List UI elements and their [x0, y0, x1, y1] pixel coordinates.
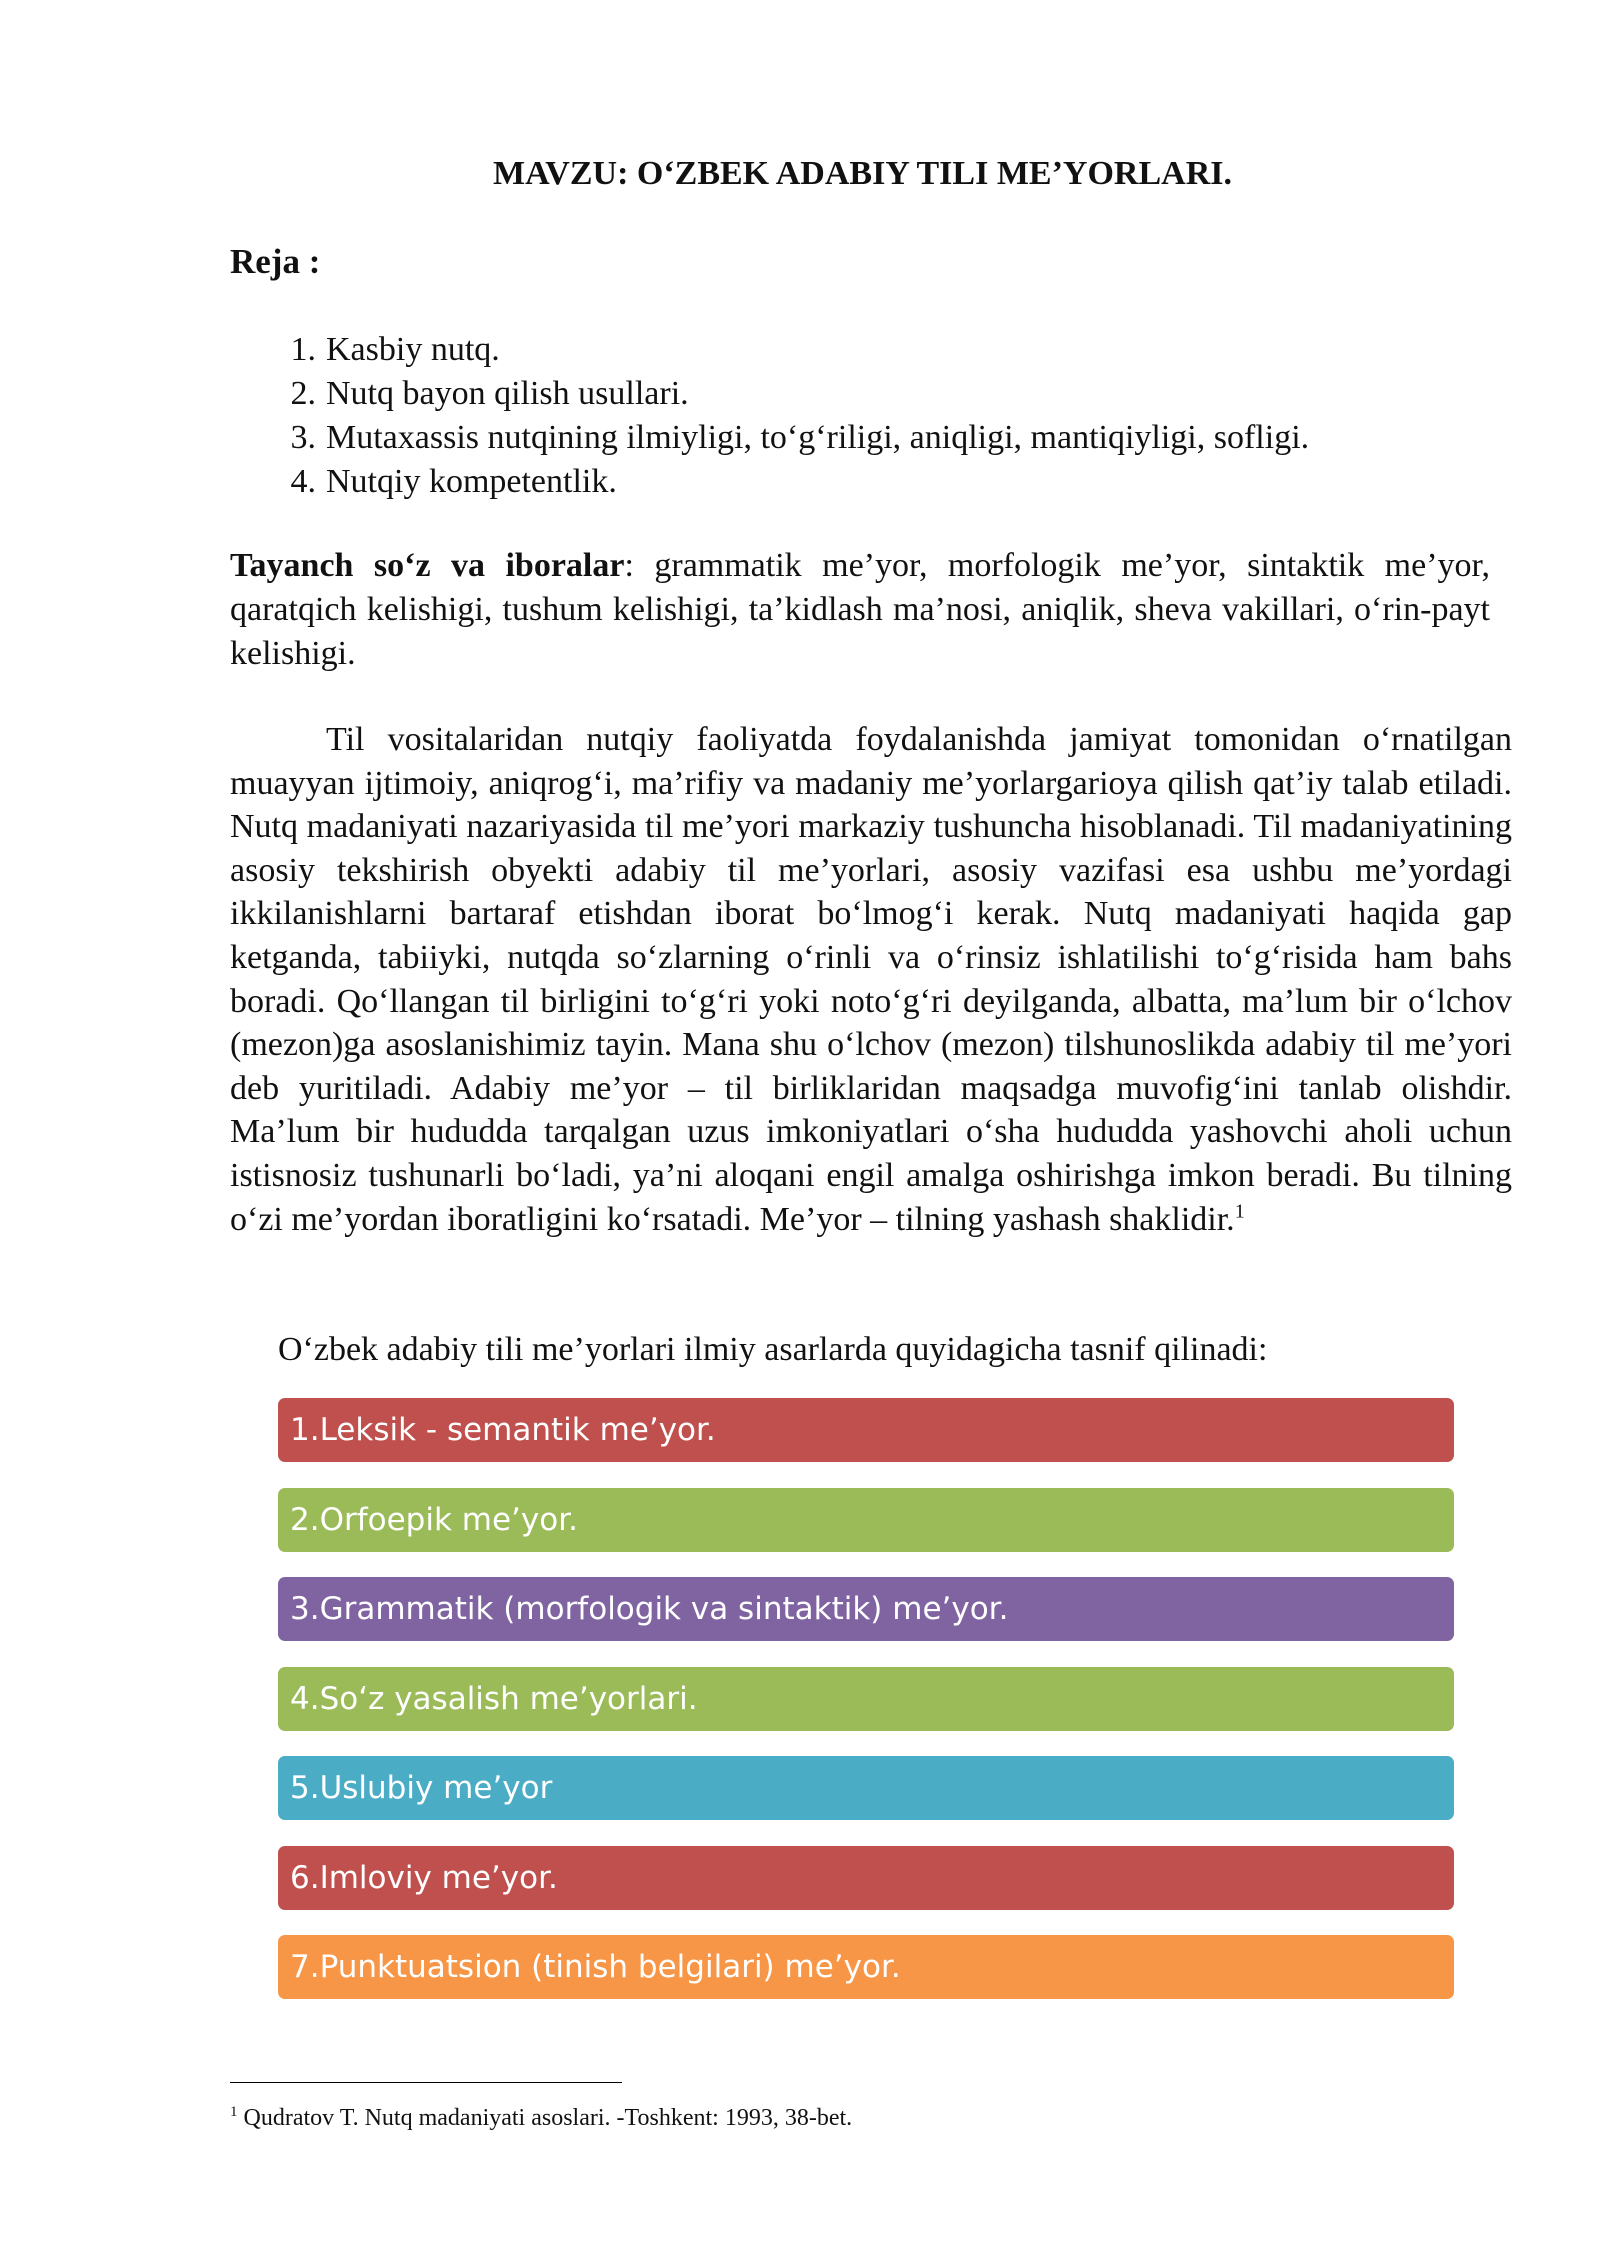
keywords-label: Tayanch so‘z va iboralar	[230, 547, 625, 584]
keywords-paragraph	[230, 544, 1490, 676]
plan-item	[230, 460, 1309, 504]
plan-list	[230, 328, 1309, 504]
norm-bar: 6.Imloviy me’yor.	[278, 1846, 1454, 1910]
body-text: Til vositalaridan nutqiy faoliyatda foydalanishda jamiyat tomonidan o‘rnatilgan muayyan ijtimoiy, aniqrog‘i, ma’rifiy va madaniy me’yorlargarioya qilish qat’iy talab etiladi. Nutq madaniyati nazariyasida til me’yori markaziy tushuncha hisoblanadi. Til madaniyatining asosiy tekshirish obyekti adabiy til me’yorlari, asosiy vazifasi esa ushbu me’yordagi ikkilanishlarni bartaraf etishdan iborat bo‘lmog‘i kerak. Nutq madaniyati haqida gap ketganda, tabiiyki, nutqda so‘zlarning o‘rinli va o‘rinsiz ishlatilishi to‘g‘risida ham bahs boradi. Qo‘llangan til birligini to‘g‘ri yoki noto‘g‘ri deyilganda, albatta, ma’lum bir o‘lchov (mezon)ga asoslanishimiz tayin. Mana shu o‘lchov (mezon) tilshunoslikda adabiy til me’yori deb yuritiladi. Adabiy me’yor – til birliklaridan maqsadga muvofig‘ini tanlab olishdir. Ma’lum bir hududda tarqalgan uzus imkoniyatlari o‘sha hududda yashovchi aholi uchun istisnosiz tushunarli bo‘ladi, ya’ni aloqani engil amalga oshirishga imkon beradi. Bu tilning o‘zi me’yordan iboratligini ko‘rsatadi. Me’yor – tilning yashash shaklidir.	[230, 721, 1512, 1238]
keywords-text: : grammatik me’yor, morfologik me’yor, sintaktik me’yor, qaratqich kelishigi, tushum kelishigi, ta’kidlash ma’nosi, aniqlik, sheva vakillari, o‘rin-payt kelishigi.	[230, 547, 1490, 672]
plan-item	[230, 372, 1309, 416]
norm-bar: 2.Orfoepik me’yor.	[278, 1488, 1454, 1552]
norm-bar: 4.So‘z yasalish me’yorlari.	[278, 1667, 1454, 1731]
classification-intro: O‘zbek adabiy tili me’yorlari ilmiy asarlarda quyidagicha tasnif qilinadi:	[278, 1331, 1268, 1368]
page-title: MAVZU: O‘ZBEK ADABIY TILI ME’YORLARI.	[493, 155, 1232, 192]
body-paragraph	[230, 718, 1512, 1241]
norm-bar: 7.Punktuatsion (tinish belgilari) me’yor.	[278, 1935, 1454, 1999]
plan-item-number: 4.	[290, 463, 316, 500]
footnote-divider	[230, 2082, 622, 2083]
plan-item	[230, 416, 1309, 460]
plan-item-number: 3.	[290, 419, 316, 456]
plan-item-number: 2.	[290, 375, 316, 412]
plan-item	[230, 328, 1309, 372]
plan-heading: Reja :	[230, 242, 321, 281]
footnote-reference[interactable]: 1	[1234, 1200, 1245, 1223]
norm-bar: 3.Grammatik (morfologik va sintaktik) me’yor.	[278, 1577, 1454, 1641]
plan-item-text: Mutaxassis nutqining ilmiyligi, to‘g‘riligi, aniqligi, mantiqiyligi, sofligi.	[326, 419, 1310, 456]
footnote-text: Qudratov T. Nutq madaniyati asoslari. -Toshkent: 1993, 38-bet.	[237, 2105, 853, 2131]
plan-item-number: 1.	[290, 331, 316, 368]
plan-item-text: Nutqiy kompetentlik.	[326, 463, 617, 500]
plan-item-text: Nutq bayon qilish usullari.	[326, 375, 689, 412]
norms-list	[278, 1398, 1454, 2025]
footnote-number: 1	[230, 2104, 238, 2120]
footnote	[230, 2097, 852, 2133]
norm-bar: 5.Uslubiy me’yor	[278, 1756, 1454, 1820]
plan-item-text: Kasbiy nutq.	[326, 331, 500, 368]
norm-bar: 1.Leksik - semantik me’yor.	[278, 1398, 1454, 1462]
